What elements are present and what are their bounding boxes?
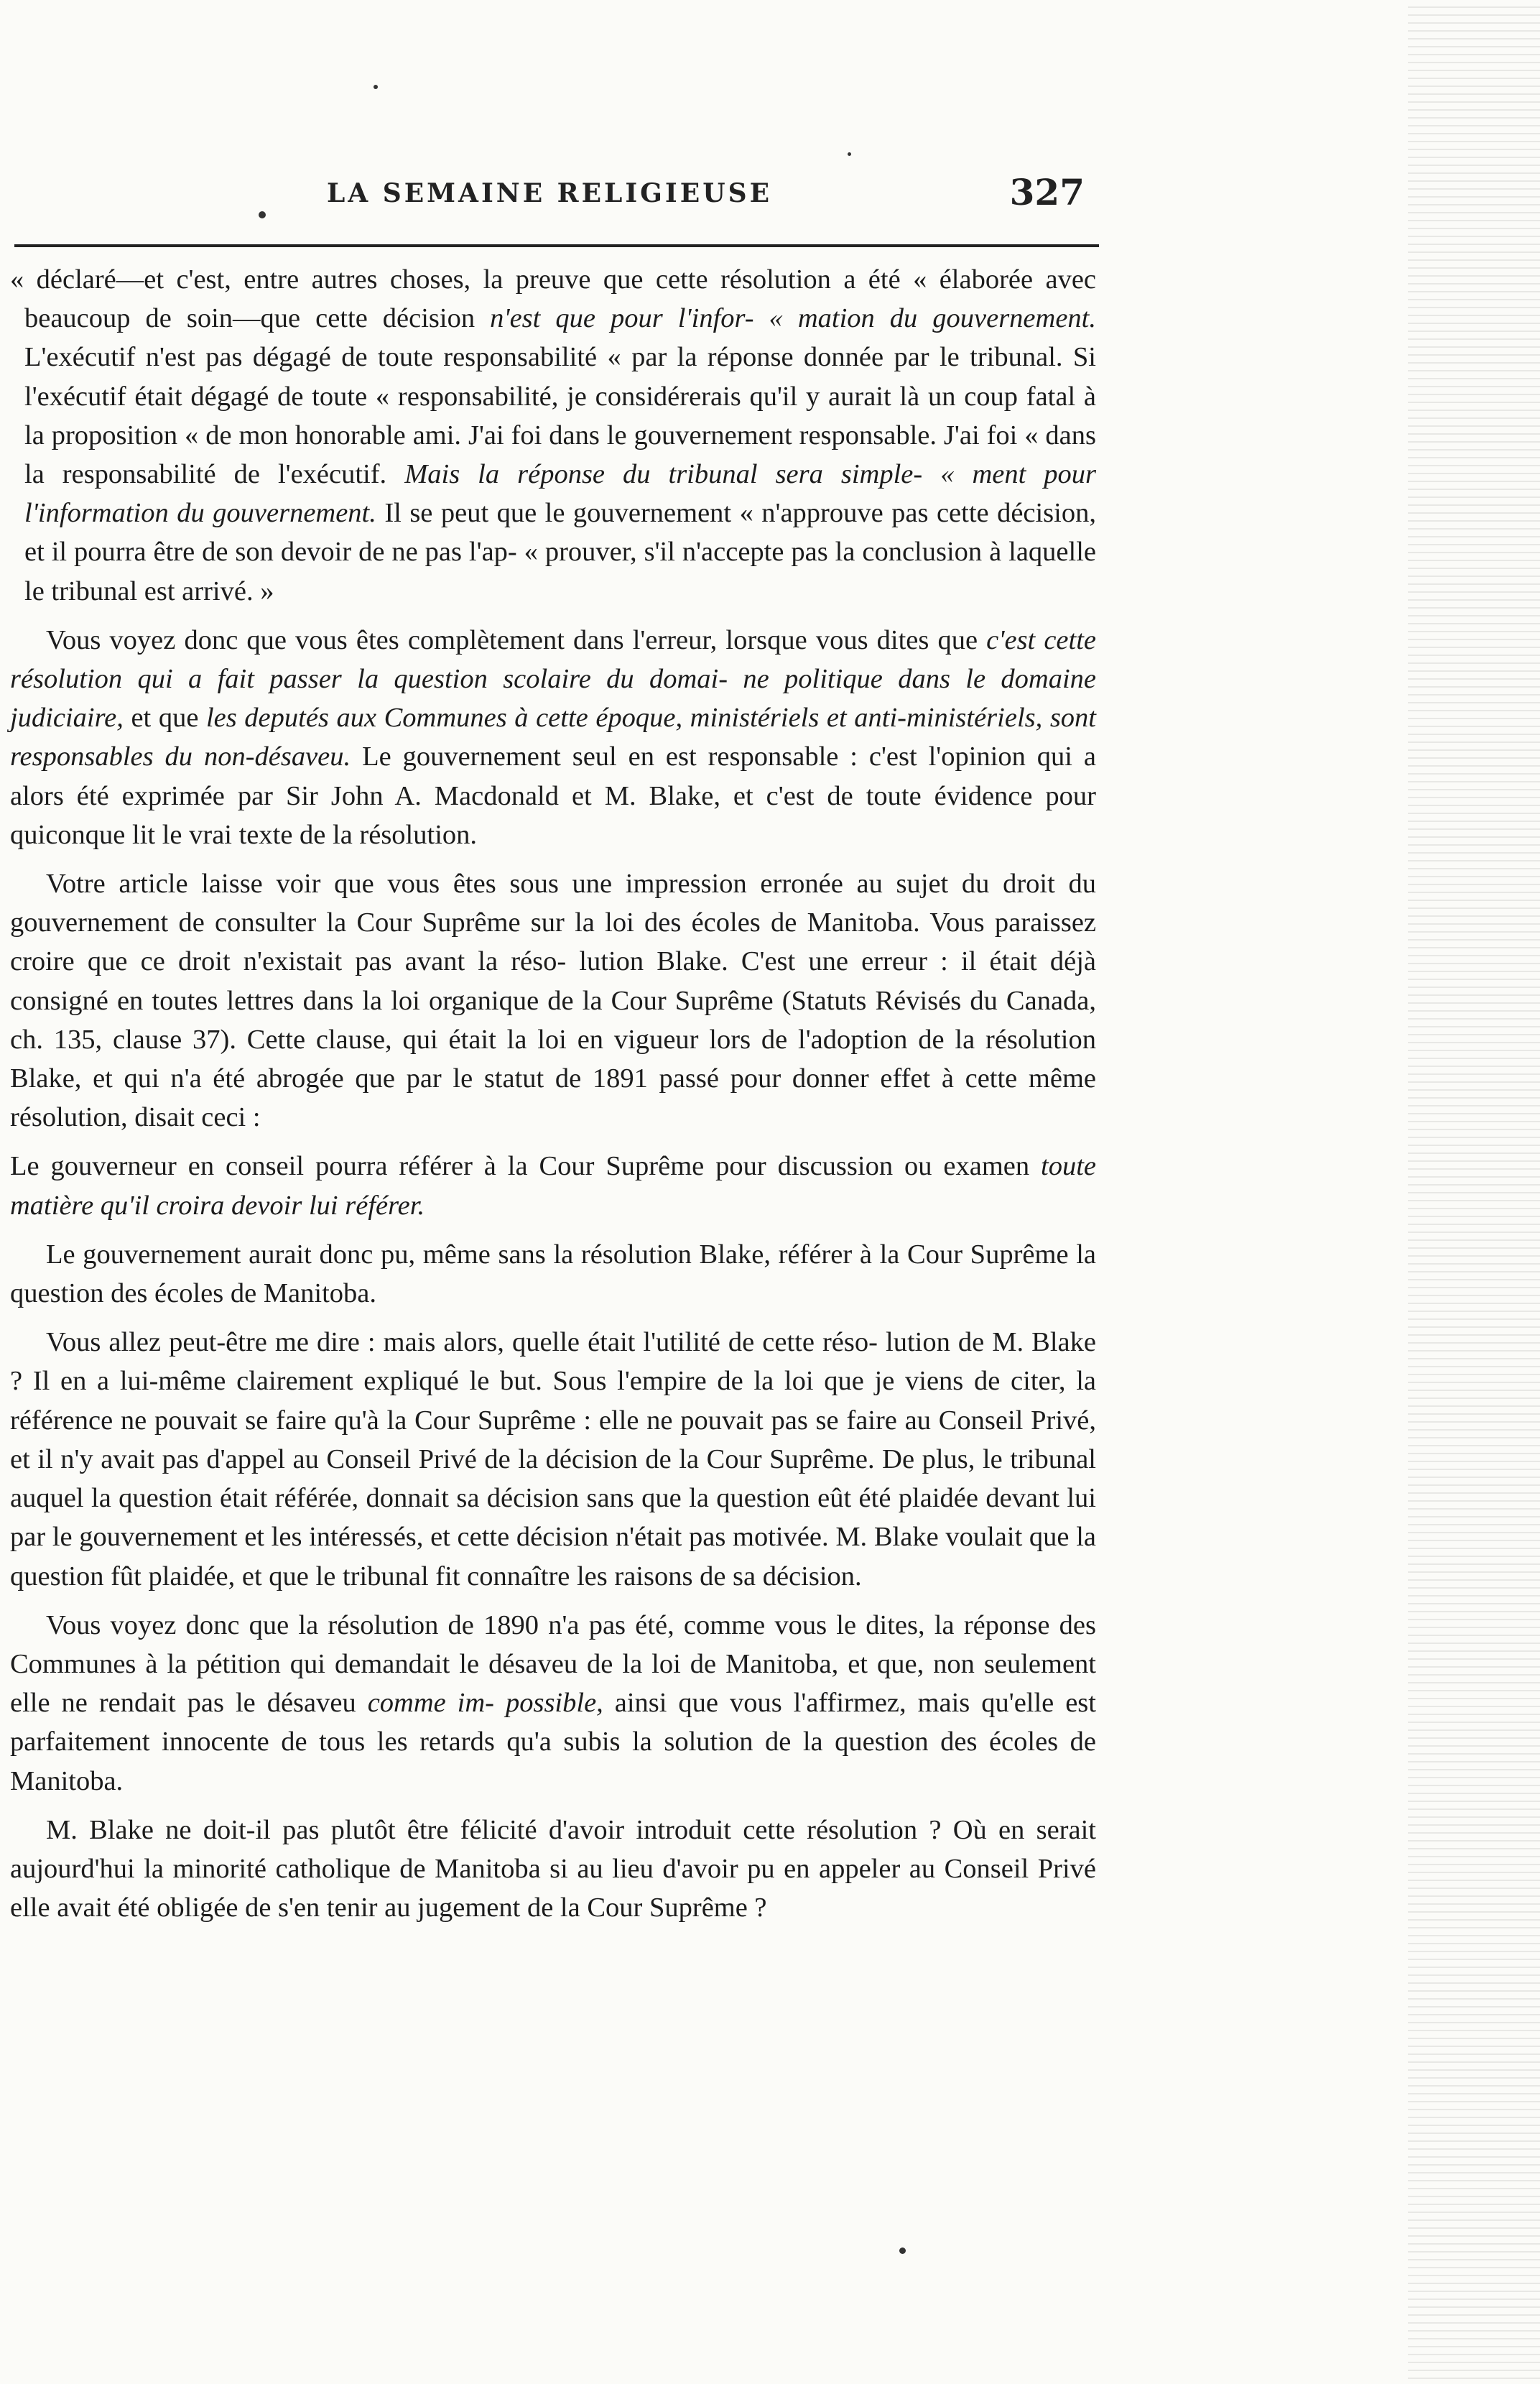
running-title: LA SEMAINE RELIGIEUSE bbox=[326, 178, 773, 208]
scan-speck bbox=[899, 2247, 906, 2254]
text-run: « déclaré—et c'est, entre autres choses, la preuve que cette résolution a été « élaborée avec beaucoup de soin—que cette décision bbox=[10, 264, 1096, 334]
text-run: Votre article laisse voir que vous êtes sous une impression erronée au sujet du droit du gouvernement de consulter la Cour Suprême sur la loi des écoles de Manitoba. Vous paraissez croire que ce droit n'existait pas avant la réso- lution Blake. C'est une erreur : il était déjà consigné en toutes lettres dans la loi organique de la Cour Suprême (Statuts Révisés du Canada, ch. 135, clause 37). Cette clause, qui était la loi en vigueur lors de l'adoption de la résolution Blake, et qui n'a été abrogée que par le statut de 1891 passé pour donner effet à cette même résolution, disait ceci : bbox=[10, 869, 1096, 1133]
text-run: Il se peut que le gouvernement « n'approuve pas cette décision, et il pourra être de son devoir de ne pas l'ap- « prouver, s'il n'accepte pas la conclusion à laquelle le tribunal est arrivé. » bbox=[24, 498, 1096, 606]
text-run: M. Blake ne doit-il pas plutôt être félicité d'avoir introduit cette résolution ? Où en serait aujourd'hui la minorité catholique de Manitoba si au lieu d'avoir pu en appeler au Conseil Privé elle avait été obligée de s'en tenir au jugement de la Cour Suprême ? bbox=[10, 1814, 1096, 1923]
text-run: Vous allez peut-être me dire : mais alors, quelle était l'utilité de cette réso- lution de M. Blake ? Il en a lui-même clairement expliqué le but. Sous l'empire de la loi que je viens de citer, la référence ne pouvait se faire qu'à la Cour Suprême : elle ne pouvait pas se faire au Conseil Privé, et il n'y avait pas d'appel au Conseil Privé de la décision de la Cour Suprême. De plus, le tribunal auquel la question était référée, donnait sa décision sans que la question eût été plaidée devant lui par le gouvernement et les intéressés, et cette décision n'était pas motivée. M. Blake voulait que la question fût plaidée, et que le tribunal fit connaître les raisons de sa décision. bbox=[10, 1327, 1096, 1591]
text-run: ainsi que vous l'affirmez, mais qu'elle est parfaitement innocente de tous les retards qu'a subis la solution de la question des écoles de Manitoba. bbox=[10, 1688, 1096, 1796]
paragraph bbox=[10, 1235, 1096, 1313]
text-run: et que bbox=[123, 703, 206, 734]
italic-text: c'est cette résolution qui a fait passer la question scolaire du domai- ne politique dans le domaine judiciaire, bbox=[10, 624, 1096, 734]
paragraph bbox=[10, 864, 1096, 1137]
text-run: Le gouverneur en conseil pourra référer à la Cour Suprême pour discussion ou examen bbox=[10, 1151, 1042, 1182]
page-header bbox=[14, 171, 1085, 221]
italic-text: n'est que pour l'infor- « mation du gouvernement. bbox=[490, 303, 1096, 334]
text-run: Le gouvernement aurait donc pu, même sans la résolution Blake, référer à la Cour Suprême la question des écoles de Manitoba. bbox=[10, 1239, 1096, 1309]
paragraph bbox=[10, 1811, 1096, 1928]
article-body bbox=[10, 260, 1096, 1927]
italic-text: les deputés aux Communes à cette époque, ministériels et anti-ministériels, sont responsables du non-désaveu. bbox=[10, 703, 1096, 772]
scan-edge-noise bbox=[1408, 0, 1540, 2384]
italic-text: comme im- possible, bbox=[367, 1688, 603, 1719]
scan-speck bbox=[848, 152, 851, 156]
header-rule bbox=[14, 244, 1099, 247]
paragraph bbox=[10, 621, 1096, 854]
paragraph bbox=[10, 1606, 1096, 1801]
text-run: L'exécutif n'est pas dégagé de toute responsabilité « par la réponse donnée par le tribunal. Si l'exécutif était dégagé de toute « responsabilité, je considérerais qu'il y aurait là un coup fatal à la proposition « de mon honorable ami. J'ai foi dans le gouvernement responsable. J'ai foi « dans la responsabilité de l'exécutif. bbox=[24, 342, 1096, 490]
italic-text: toute matière qu'il croira devoir lui référer. bbox=[10, 1151, 1096, 1221]
italic-text: Mais la réponse du tribunal sera simple- « ment pour l'information du gouvernement. bbox=[24, 459, 1097, 529]
text-run: Vous voyez donc que vous êtes complètement dans l'erreur, lorsque vous dites que bbox=[46, 624, 987, 655]
text-run: Vous voyez donc que la résolution de 1890 n'a pas été, comme vous le dites, la réponse des Communes à la pétition qui demandait le désaveu de la loi de Manitoba, et que, non seulement elle ne rendait pas le désaveu bbox=[10, 1609, 1096, 1719]
scan-speck bbox=[374, 85, 378, 89]
quoted-passage bbox=[10, 260, 1096, 611]
paragraph bbox=[10, 1323, 1096, 1595]
page-number: 327 bbox=[1009, 171, 1085, 213]
block-quote bbox=[10, 1147, 1096, 1224]
text-run: Le gouvernement seul en est responsable : c'est l'opinion qui a alors été exprimée par Sir John A. Macdonald et M. Blake, et c'est de toute évidence pour quiconque lit le vrai texte de la résolution. bbox=[10, 741, 1096, 850]
